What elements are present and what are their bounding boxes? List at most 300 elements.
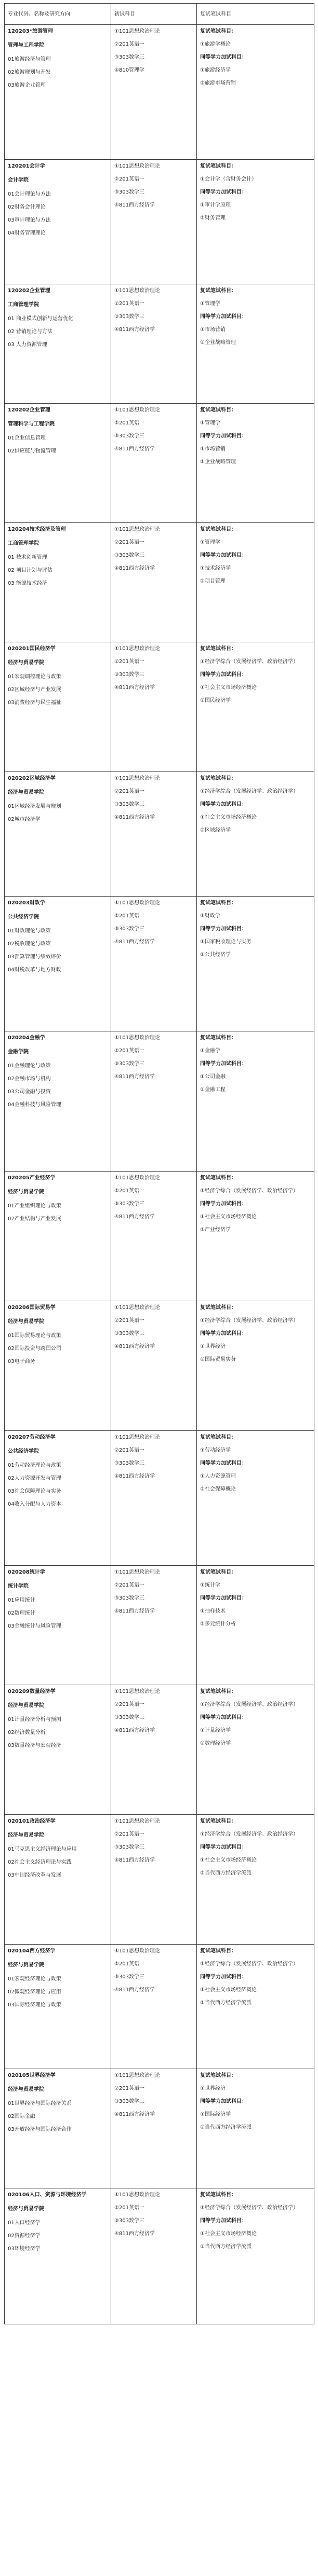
initial-exam-cell <box>111 284 197 404</box>
department-name: 会计学院 <box>8 177 29 183</box>
exam-subject: ①101思想政治理论 <box>114 527 161 532</box>
initial-exam-cell <box>111 897 197 1031</box>
retest-subject: ②当代西方经济学流派 <box>200 1870 251 1876</box>
exam-subject: ③303数学三 <box>114 1844 145 1850</box>
retest-exam-cell <box>197 1945 314 2069</box>
research-direction: 01世界经济与国际经济关系 <box>8 2101 72 2106</box>
retest-subject: ①世界经济 <box>200 1344 226 1349</box>
exam-subject: ①101思想政治理论 <box>114 1175 161 1181</box>
initial-exam-cell <box>111 1431 197 1566</box>
retest-exam-cell <box>197 1815 314 1945</box>
table-row <box>5 25 314 160</box>
exam-subject: ②201英语一 <box>114 1188 145 1194</box>
retest-section-label: 同等学力加试科目： <box>200 1844 247 1850</box>
retest-section-label: 同等学力加试科目： <box>200 926 247 932</box>
research-direction: 01劳动经济理论与政策 <box>8 1463 61 1468</box>
research-direction: 03 人力资源管理 <box>8 342 47 348</box>
research-direction: 01人口经济学 <box>8 2220 41 2226</box>
exam-subject: ①101思想政治理论 <box>114 1305 161 1311</box>
exam-subject: ④811西方经济学 <box>114 327 155 333</box>
research-direction: 02资源经济学 <box>8 2233 41 2239</box>
retest-section-label: 同等学力加试科目： <box>200 553 247 558</box>
exam-subject: ②201英语一 <box>114 913 145 919</box>
exam-subject: ④811西方经济学 <box>114 1728 155 1733</box>
research-direction: 03中国经济改革与发展 <box>8 1872 61 1878</box>
exam-subject: ④810管理学 <box>114 67 145 73</box>
retest-subject: ①管理学 <box>200 420 220 426</box>
major-code-name: 020204金融学 <box>8 1035 45 1041</box>
research-direction: 01计量经济分析与预测 <box>8 1717 61 1723</box>
retest-subject: ②公共经济学 <box>200 952 231 958</box>
retest-section-label: 同等学力加试科目： <box>200 1201 247 1207</box>
research-direction: 02产业结构与产业发展 <box>8 1216 61 1222</box>
research-direction: 03 能源技术经济 <box>8 581 47 586</box>
retest-exam-cell <box>197 1031 314 1172</box>
retest-exam-cell <box>197 1301 314 1431</box>
table-row <box>5 2188 314 2324</box>
department-name: 经济与贸易学院 <box>8 2206 44 2212</box>
table-row <box>5 2069 314 2188</box>
retest-section-label: 复试笔试科目： <box>200 288 236 294</box>
retest-exam-cell <box>197 284 314 404</box>
department-name: 经济与贸易学院 <box>8 790 44 795</box>
exam-subject: ③303数学三 <box>114 553 145 558</box>
department-name: 统计学院 <box>8 1583 29 1589</box>
initial-exam-cell <box>111 1301 197 1431</box>
research-direction: 02 项目计划与评估 <box>8 568 52 573</box>
exam-subject: ④811西方经济学 <box>114 1473 155 1479</box>
research-direction: 01财政理论与政策 <box>8 928 51 934</box>
exam-subject: ④811西方经济学 <box>114 1987 155 1993</box>
initial-exam-cell <box>111 1685 197 1815</box>
exam-subject: ①101思想政治理论 <box>114 1035 161 1041</box>
table-row <box>5 1566 314 1685</box>
exam-subject: ②201英语一 <box>114 1961 145 1967</box>
retest-exam-cell <box>197 772 314 897</box>
retest-section-label: 复试笔试科目： <box>200 407 236 413</box>
major-code-name: 020202区域经济学 <box>8 776 56 781</box>
retest-section-label: 同等学力加试科目： <box>200 54 247 60</box>
retest-exam-cell <box>197 1431 314 1566</box>
table-row <box>5 523 314 642</box>
research-direction: 04财务管理理论 <box>8 230 46 236</box>
retest-subject: ①国家税收理论与实务 <box>200 939 251 945</box>
retest-exam-cell <box>197 404 314 523</box>
major-cell <box>5 1945 111 2069</box>
research-direction: 02国际金融 <box>8 2114 35 2119</box>
table-row <box>5 284 314 404</box>
retest-exam-cell <box>197 2188 314 2324</box>
exam-subject: ②201英语一 <box>114 2086 145 2091</box>
table-header-row <box>5 4 314 25</box>
exam-subject: ④811西方经济学 <box>114 939 155 945</box>
table-row <box>5 1431 314 1566</box>
initial-exam-cell <box>111 404 197 523</box>
retest-subject: ②企业战略管理 <box>200 459 236 465</box>
retest-subject: ①社会主义市场经济概论 <box>200 1987 257 1993</box>
header-major-direction: 专业代码、名称及研究方向 <box>5 4 111 25</box>
retest-subject: ①社会主义市场经济概论 <box>200 2231 257 2237</box>
retest-subject: ②产业经济学 <box>200 1227 231 1233</box>
exam-subject: ②201英语一 <box>114 1448 145 1453</box>
major-cell <box>5 1815 111 1945</box>
exam-subject: ①101思想政治理论 <box>114 288 161 294</box>
department-name: 经济与贸易学院 <box>8 1962 44 1968</box>
major-cell <box>5 25 111 160</box>
retest-subject: ①劳动经济学 <box>200 1448 231 1453</box>
research-direction: 02旅游规划与开发 <box>8 70 51 75</box>
research-direction: 02区域经济与产业发展 <box>8 687 61 693</box>
retest-section-label: 复试笔试科目： <box>200 646 236 652</box>
exam-subject: ①101思想政治理论 <box>114 163 161 169</box>
retest-subject: ②当代西方经济学流派 <box>200 2000 251 2006</box>
research-direction: 01 技术创新管理 <box>8 555 47 560</box>
major-cell <box>5 2188 111 2324</box>
department-name: 公共经济学院 <box>8 1449 39 1454</box>
table-row <box>5 1172 314 1301</box>
table-row <box>5 772 314 897</box>
retest-subject: ②当代西方经济学流派 <box>200 2125 251 2130</box>
retest-section-label: 同等学力加试科目： <box>200 189 247 195</box>
retest-exam-cell <box>197 1566 314 1685</box>
research-direction: 02 营销理论与方法 <box>8 329 52 335</box>
research-direction: 03旅游企业管理 <box>8 82 46 88</box>
retest-section-label: 同等学力加试科目： <box>200 1715 247 1720</box>
exam-subject: ①101思想政治理论 <box>114 1948 161 1954</box>
initial-exam-cell <box>111 1815 197 1945</box>
exam-subject: ④811西方经济学 <box>114 1074 155 1080</box>
exam-subject: ①101思想政治理论 <box>114 900 161 906</box>
retest-section-label: 复试笔试科目： <box>200 2192 236 2198</box>
research-direction: 01宏观经济理论与政策 <box>8 1976 61 1982</box>
major-code-name: 120203*旅游管理 <box>8 29 53 34</box>
retest-section-label: 同等学力加试科目： <box>200 802 247 807</box>
research-direction: 03预算管理与绩效评价 <box>8 954 61 960</box>
exam-subject: ③303数学三 <box>114 54 145 60</box>
retest-subject: ①市场营销 <box>200 327 226 333</box>
retest-subject: ②企业战略管理 <box>200 340 236 346</box>
research-direction: 03电子商务 <box>8 1359 35 1365</box>
exam-subject: ②201英语一 <box>114 1582 145 1588</box>
retest-section-label: 同等学力加试科目： <box>200 433 247 439</box>
research-direction: 02人力资源开发与管理 <box>8 1476 61 1481</box>
retest-subject: ②财务管理 <box>200 215 226 221</box>
initial-exam-cell <box>111 772 197 897</box>
exam-subject: ①101思想政治理论 <box>114 1569 161 1575</box>
department-name: 管理与工程学院 <box>8 43 44 48</box>
retest-subject: ②旅游市场营销 <box>200 80 236 86</box>
exam-subject: ④811西方经济学 <box>114 2112 155 2117</box>
research-direction: 03数量经济与宏观经济 <box>8 1743 61 1748</box>
major-code-name: 120204技术经济及管理 <box>8 527 66 532</box>
exam-subject: ①101思想政治理论 <box>114 776 161 781</box>
retest-subject: ①经济学综合（发展经济学、政治经济学） <box>200 1961 298 1967</box>
exam-subject: ③303数学三 <box>114 1331 145 1337</box>
exam-subject: ③303数学三 <box>114 1595 145 1601</box>
major-code-name: 020101政治经济学 <box>8 1819 56 1824</box>
exam-subject: ③303数学三 <box>114 1715 145 1720</box>
initial-exam-cell <box>111 160 197 284</box>
department-name: 经济与贸易学院 <box>8 1319 44 1325</box>
retest-section-label: 复试笔试科目： <box>200 1819 236 1824</box>
retest-section-label: 同等学力加试科目： <box>200 1595 247 1601</box>
retest-section-label: 复试笔试科目： <box>200 1435 236 1440</box>
retest-section-label: 同等学力加试科目： <box>200 314 247 320</box>
research-direction: 03国际经济理论与政策 <box>8 2002 61 2008</box>
research-direction: 01应用统计 <box>8 1597 35 1603</box>
research-direction: 03开放经济与国际经济合作 <box>8 2127 72 2132</box>
research-direction: 03社会保障理论与实务 <box>8 1489 61 1494</box>
exam-subject: ②201英语一 <box>114 176 145 182</box>
retest-section-label: 同等学力加试科目： <box>200 1331 247 1337</box>
exam-subject: ①101思想政治理论 <box>114 1435 161 1440</box>
table-row <box>5 897 314 1031</box>
exam-subject: ②201英语一 <box>114 2205 145 2211</box>
initial-exam-cell <box>111 1172 197 1301</box>
major-cell <box>5 772 111 897</box>
exam-subject: ③303数学三 <box>114 1201 145 1207</box>
retest-subject: ①人力资源管理 <box>200 1473 236 1479</box>
exam-subject: ③303数学三 <box>114 314 145 320</box>
retest-exam-cell <box>197 160 314 284</box>
exam-subject: ④811西方经济学 <box>114 1857 155 1863</box>
exam-subject: ①101思想政治理论 <box>114 646 161 652</box>
major-code-name: 020106人口、资源与环境经济学 <box>8 2192 87 2198</box>
major-cell <box>5 1431 111 1566</box>
exam-subject: ②201英语一 <box>114 420 145 426</box>
exam-subject: ③303数学三 <box>114 926 145 932</box>
exam-subject: ④811西方经济学 <box>114 1608 155 1614</box>
exam-subject: ②201英语一 <box>114 540 145 545</box>
retest-subject: ①社会主义市场经济概论 <box>200 1857 257 1863</box>
exam-subject: ②201英语一 <box>114 659 145 665</box>
research-direction: 02城市经济学 <box>8 817 41 822</box>
retest-section-label: 复试笔试科目： <box>200 1175 236 1181</box>
retest-subject: ①经济学综合（发展经济学、政治经济学） <box>200 1831 298 1837</box>
major-code-name: 020203财政学 <box>8 900 45 906</box>
exam-subject: ③303数学三 <box>114 802 145 807</box>
retest-section-label: 复试笔试科目： <box>200 1305 236 1311</box>
exam-subject: ③303数学三 <box>114 672 145 678</box>
research-direction: 01旅游经济与管理 <box>8 57 51 62</box>
exam-subject: ④811西方经济学 <box>114 1344 155 1349</box>
major-code-name: 020209数量经济学 <box>8 1689 56 1695</box>
exam-subject: ④811西方经济学 <box>114 566 155 571</box>
research-direction: 01会计理论与方法 <box>8 191 51 197</box>
retest-subject: ②多元统计分析 <box>200 1621 236 1627</box>
retest-subject: ①国际经济学 <box>200 2112 231 2117</box>
retest-subject: ①会计学（含财务会计） <box>200 176 257 182</box>
research-direction: 02税收理论与政策 <box>8 941 51 947</box>
major-cell <box>5 1172 111 1301</box>
exam-subject: ①101思想政治理论 <box>114 1819 161 1824</box>
retest-subject: ①市场营销 <box>200 446 226 452</box>
retest-subject: ②区域经济学 <box>200 828 231 833</box>
retest-subject: ①经济学综合（发展经济学、政治经济学） <box>200 1702 298 1707</box>
retest-subject: ①技术经济学 <box>200 566 231 571</box>
exam-subject: ③303数学三 <box>114 2099 145 2104</box>
retest-subject: ①社会主义市场经济概论 <box>200 685 257 691</box>
exam-subject: ②201英语一 <box>114 1702 145 1707</box>
major-code-name: 120202企业管理 <box>8 288 50 294</box>
retest-section-label: 复试笔试科目： <box>200 1035 236 1041</box>
initial-exam-cell <box>111 642 197 772</box>
research-direction: 02经济数量分析 <box>8 1730 46 1735</box>
department-name: 工商管理学院 <box>8 541 39 546</box>
retest-subject: ①经济学综合（发展经济学、政治经济学） <box>200 659 298 665</box>
exam-subject: ④811西方经济学 <box>114 1214 155 1220</box>
research-direction: 01区域经济发展与规划 <box>8 804 61 809</box>
major-cell <box>5 523 111 642</box>
major-code-name: 120202企业管理 <box>8 407 50 413</box>
retest-subject: ①管理学 <box>200 540 220 545</box>
initial-exam-cell <box>111 2188 197 2324</box>
header-initial-exam: 初试科目 <box>111 4 197 25</box>
retest-subject: ①金融学 <box>200 1048 220 1054</box>
exam-subject: ④811西方经济学 <box>114 202 155 208</box>
retest-exam-cell <box>197 523 314 642</box>
retest-subject: ①抽样技术 <box>200 1608 226 1614</box>
retest-section-label: 复试笔试科目： <box>200 776 236 781</box>
major-cell <box>5 284 111 404</box>
research-direction: 02财务会计理论 <box>8 204 46 210</box>
retest-section-label: 同等学力加试科目： <box>200 2218 247 2224</box>
department-name: 金融学院 <box>8 1049 29 1055</box>
research-direction: 03审计理论与方法 <box>8 217 51 223</box>
catalog-table <box>4 3 314 2324</box>
retest-section-label: 同等学力加试科目： <box>200 672 247 678</box>
department-name: 经济与贸易学院 <box>8 660 44 666</box>
major-code-name: 020208统计学 <box>8 1569 45 1575</box>
research-direction: 01宏观调控理论与政策 <box>8 674 61 680</box>
department-name: 经济与贸易学院 <box>8 2087 44 2092</box>
retest-exam-cell <box>197 25 314 160</box>
header-retest-exam: 复试笔试科目 <box>197 4 314 25</box>
retest-subject: ②国际贸易实务 <box>200 1357 236 1362</box>
retest-subject: ②国民经济学 <box>200 698 231 704</box>
table-body <box>5 25 314 2324</box>
retest-subject: ①公司金融 <box>200 1074 226 1080</box>
retest-subject: ①审计学原理 <box>200 202 231 208</box>
exam-subject: ②201英语一 <box>114 301 145 307</box>
retest-subject: ①社会主义市场经济概论 <box>200 1214 257 1220</box>
retest-subject: ①经济学综合（发展经济学、政治经济学） <box>200 1188 298 1194</box>
exam-subject: ③303数学三 <box>114 189 145 195</box>
initial-exam-cell <box>111 25 197 160</box>
exam-subject: ④811西方经济学 <box>114 685 155 691</box>
department-name: 公共经济学院 <box>8 914 39 920</box>
research-direction: 01 商业模式创新与运营优化 <box>8 316 73 322</box>
retest-section-label: 复试笔试科目： <box>200 163 236 169</box>
major-code-name: 020201国民经济学 <box>8 646 56 652</box>
major-cell <box>5 2069 111 2188</box>
initial-exam-cell <box>111 2069 197 2188</box>
retest-subject: ①经济学综合（发展经济学、政治经济学） <box>200 1318 298 1324</box>
retest-section-label: 同等学力加试科目： <box>200 1061 247 1067</box>
retest-subject: ①社会主义市场经济概论 <box>200 815 257 820</box>
research-direction: 01企业信息管理 <box>8 435 46 441</box>
retest-section-label: 同等学力加试科目： <box>200 1461 247 1466</box>
retest-section-label: 复试笔试科目： <box>200 1569 236 1575</box>
major-cell <box>5 897 111 1031</box>
initial-exam-cell <box>111 523 197 642</box>
retest-section-label: 同等学力加试科目： <box>200 2099 247 2104</box>
initial-exam-cell <box>111 1031 197 1172</box>
retest-subject: ②社会保障概论 <box>200 1486 236 1492</box>
major-cell <box>5 1566 111 1685</box>
research-direction: 04金融科技与风险管理 <box>8 1102 61 1108</box>
table-row <box>5 1301 314 1431</box>
major-code-name: 120201会计学 <box>8 163 45 169</box>
retest-section-label: 同等学力加试科目： <box>200 1974 247 1980</box>
exam-subject: ①101思想政治理论 <box>114 407 161 413</box>
retest-exam-cell <box>197 1172 314 1301</box>
table-row <box>5 1815 314 1945</box>
department-name: 经济与贸易学院 <box>8 1833 44 1838</box>
retest-section-label: 复试笔试科目： <box>200 1948 236 1954</box>
retest-subject: ②金融工程 <box>200 1087 226 1093</box>
research-direction: 02微观经济理论与应用 <box>8 1989 61 1995</box>
major-code-name: 020207劳动经济学 <box>8 1435 56 1440</box>
retest-section-label: 复试笔试科目： <box>200 2073 236 2078</box>
research-direction: 01产业组织理论与政策 <box>8 1203 61 1209</box>
retest-subject: ②数理经济学 <box>200 1741 231 1746</box>
retest-section-label: 复试笔试科目： <box>200 900 236 906</box>
research-direction: 04财税改革与地方财政 <box>8 967 61 973</box>
exam-subject: ④811西方经济学 <box>114 446 155 452</box>
exam-subject: ②201英语一 <box>114 789 145 794</box>
retest-subject: ①统计学 <box>200 1582 220 1588</box>
retest-subject: ①计量经济学 <box>200 1728 231 1733</box>
major-code-name: 020206国际贸易学 <box>8 1305 56 1311</box>
research-direction: 02金融市场与机构 <box>8 1076 51 1082</box>
research-direction: 03消费经济与民生福祉 <box>8 700 61 706</box>
retest-subject: ①财政学 <box>200 913 220 919</box>
research-direction: 02社会主义经济理论与实践 <box>8 1859 72 1865</box>
table-row <box>5 642 314 772</box>
major-cell <box>5 1031 111 1172</box>
exam-subject: ③303数学三 <box>114 1061 145 1067</box>
table-row <box>5 160 314 284</box>
admission-catalog-table <box>4 3 314 2573</box>
exam-subject: ③303数学三 <box>114 433 145 439</box>
exam-subject: ②201英语一 <box>114 1048 145 1054</box>
exam-subject: ①101思想政治理论 <box>114 2073 161 2078</box>
department-name: 工商管理学院 <box>8 302 39 308</box>
research-direction: 01马克思主义经济理论与应用 <box>8 1847 77 1852</box>
major-code-name: 020205产业经济学 <box>8 1175 56 1181</box>
major-code-name: 020105世界经济学 <box>8 2073 56 2078</box>
exam-subject: ③303数学三 <box>114 1974 145 1980</box>
exam-subject: ③303数学三 <box>114 1461 145 1466</box>
exam-subject: ④811西方经济学 <box>114 815 155 820</box>
exam-subject: ②201英语一 <box>114 1831 145 1837</box>
retest-exam-cell <box>197 897 314 1031</box>
retest-exam-cell <box>197 2069 314 2188</box>
department-name: 管理科学与工程学院 <box>8 421 55 427</box>
retest-subject: ②当代西方经济学流派 <box>200 2244 251 2250</box>
table-row <box>5 1031 314 1172</box>
table-row <box>5 404 314 523</box>
research-direction: 03环境经济学 <box>8 2246 41 2252</box>
research-direction: 02数理统计 <box>8 1610 35 1616</box>
exam-subject: ①101思想政治理论 <box>114 2192 161 2198</box>
retest-section-label: 复试笔试科目： <box>200 527 236 532</box>
exam-subject: ①101思想政治理论 <box>114 1689 161 1695</box>
exam-subject: ①101思想政治理论 <box>114 29 161 34</box>
retest-subject: ①管理学 <box>200 301 220 307</box>
table-row <box>5 1945 314 2069</box>
